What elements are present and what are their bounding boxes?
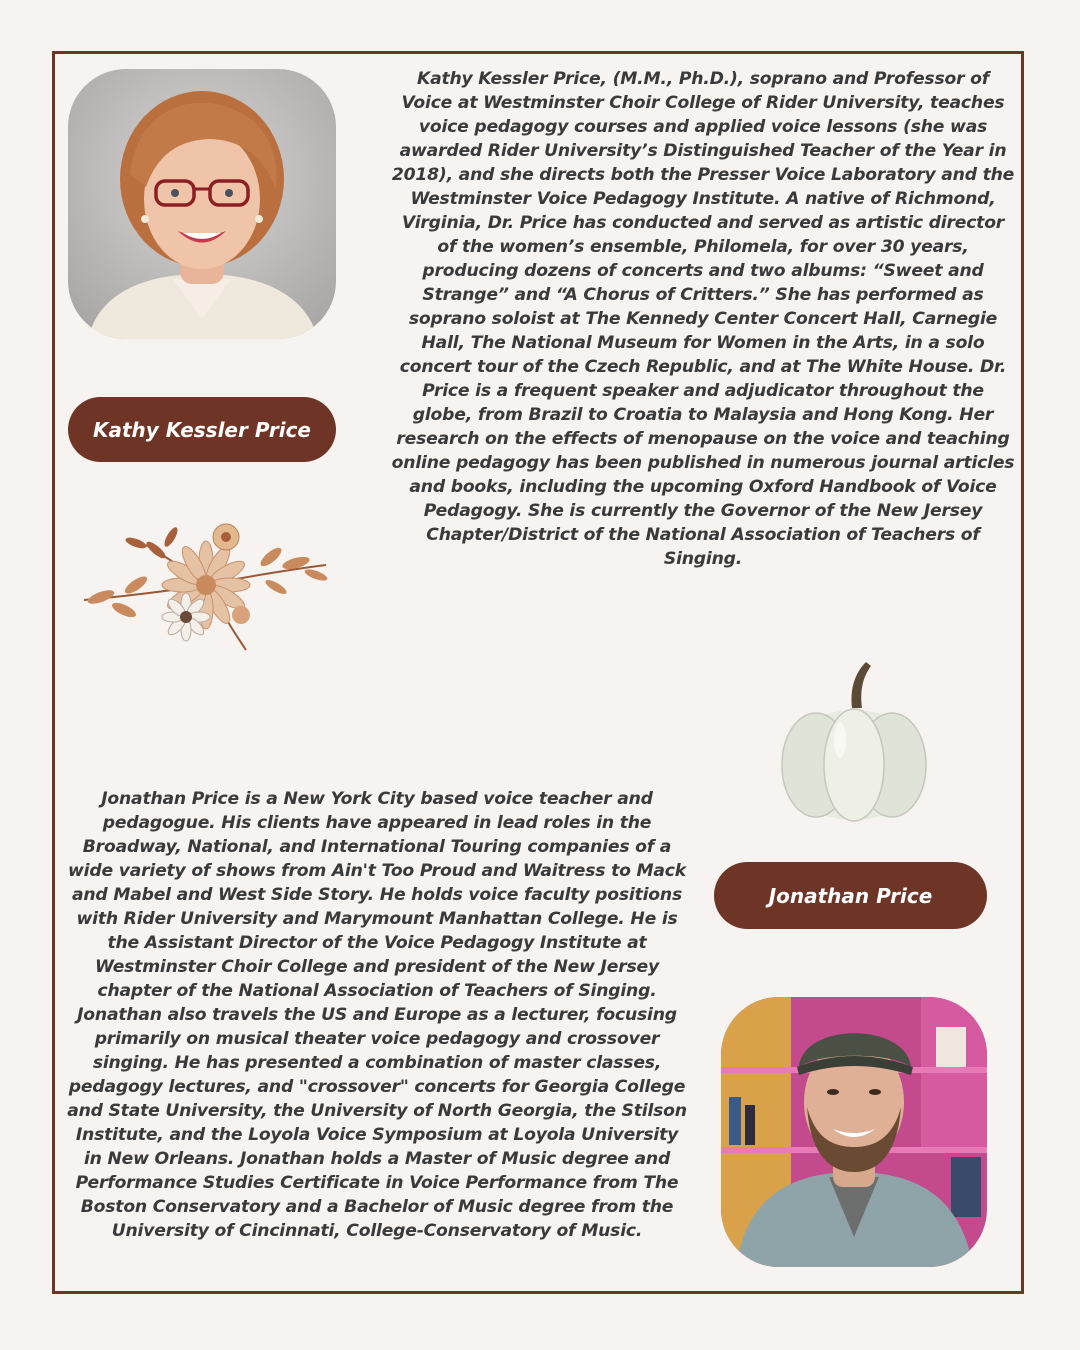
kathy-price-photo [68, 69, 336, 339]
white-pumpkin-icon [776, 660, 932, 825]
kathy-price-bio: Kathy Kessler Price, (M.M., Ph.D.), soprano and Professor of Voice at Westminster Choir College of Rider University, teaches voice pedagogy courses and applied voice lessons (she was awarded Rider University’s Distinguished Teacher of the Year in 2018), and she directs both the Presser Voice Laboratory and the Westminster Voice Pedagogy Institute. A native of Richmond, Virginia, Dr. Price has conducted and served as artistic director of the women’s ensemble, Philomela, for over 30 years, producing dozens of concerts and two albums: “Sweet and Strange” and “A Chorus of Critters.” She has performed as soprano soloist at The Kennedy Center Concert Hall, Carnegie Hall, The National Museum for Women in the Arts, in a solo concert tour of the Czech Republic, and at The White House. Dr. Price is a frequent speaker and adjudicator throughout the globe, from Brazil to Croatia to Malaysia and Hong Kong. Her research on the effects of menopause on the voice and teaching online pedagogy has been published in numerous journal articles and books, including the upcoming Oxford Handbook of Voice Pedagogy. She is currently the Governor of the New Jersey Chapter/District of the National Association of Teachers of Singing. [391, 69, 1015, 569]
jonathan-price-photo [721, 997, 987, 1267]
floral-arrangement-icon [76, 515, 332, 660]
jonathan-price-bio: Jonathan Price is a New York City based voice teacher and pedagogue. His clients have appeared in lead roles in the Broadway, National, and International Touring companies of a wide variety of shows from Ain't Too Proud and Waitress to Mack and Mabel and West Side Story. He holds voice faculty positions with Rider University and Marymount Manhattan College. He is the Assistant Director of the Voice Pedagogy Institute at Westminster Choir College and president of the New Jersey chapter of the National Association of Teachers of Singing. Jonathan also travels the US and Europe as a lecturer, focusing primarily on musical theater voice pedagogy and crossover singing. He has presented a combination of master classes, pedagogy lectures, and "crossover" concerts for Georgia College and State University, the University of North Georgia, the Stilson Institute, and the Loyola Voice Symposium at Loyola University in New Orleans. Jonathan holds a Master of Music degree and Performance Studies Certificate in Voice Performance from The Boston Conservatory and a Bachelor of Music degree from the University of Cincinnati, College-Conservatory of Music. [67, 789, 687, 1241]
kathy-price-name-badge [68, 397, 336, 462]
jonathan-price-name-badge [714, 862, 987, 929]
kathy-price-name: Kathy Kessler Price [93, 417, 311, 442]
jonathan-price-name: Jonathan Price [768, 883, 933, 908]
